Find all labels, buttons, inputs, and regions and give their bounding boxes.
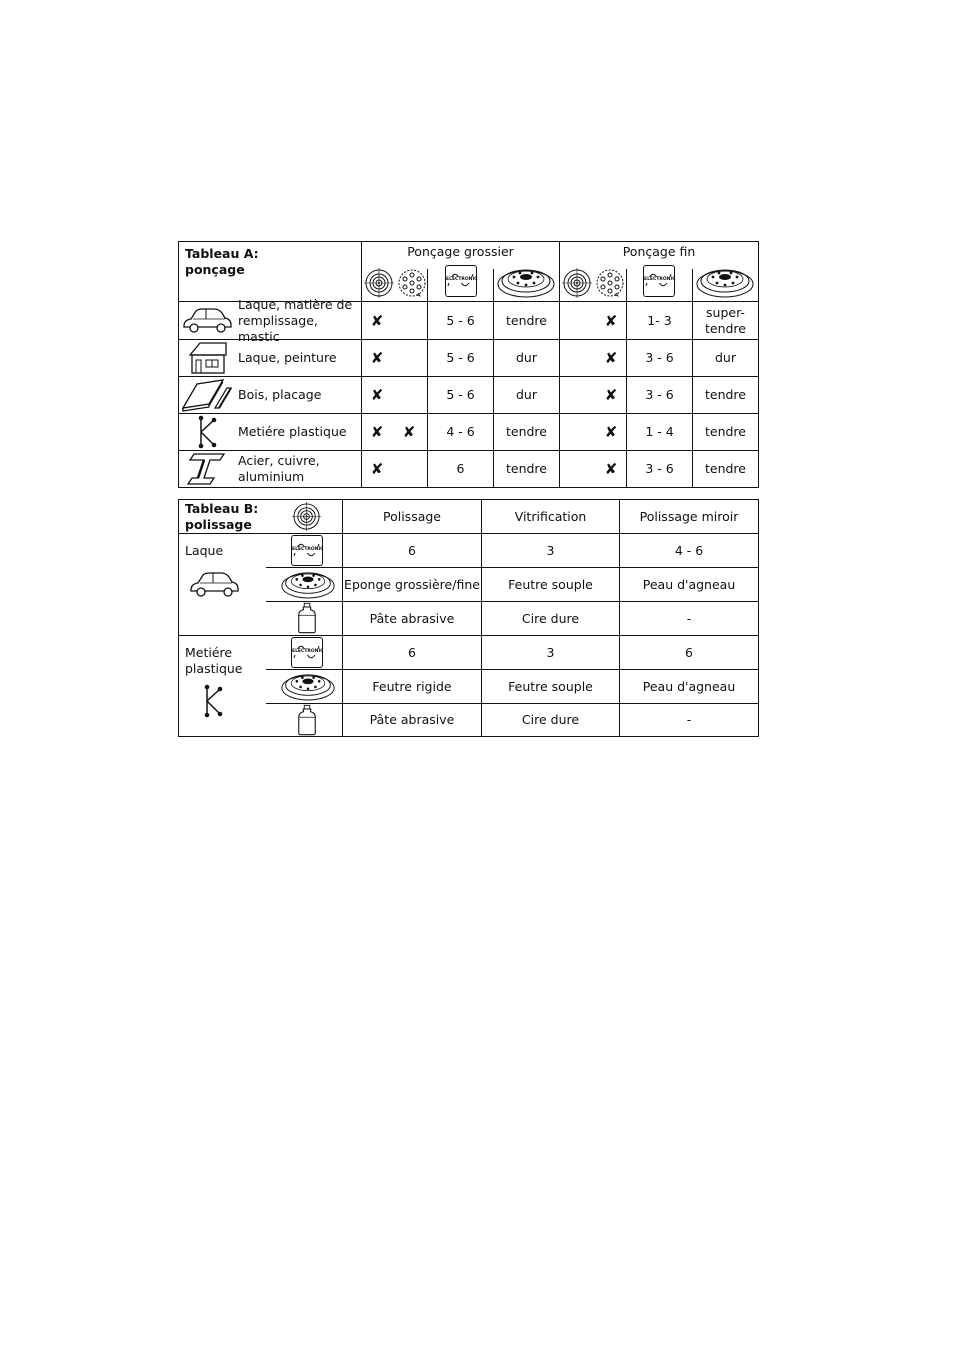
polishing-pad-icon xyxy=(280,670,336,702)
material-label: Laque, matière de remplissage, mastic xyxy=(238,296,353,344)
electronic-label: ELECTRONIC xyxy=(292,649,324,654)
paste-value: Cire dure xyxy=(521,712,580,727)
speed-value: 3 - 6 xyxy=(645,350,674,365)
table-a-title xyxy=(185,246,259,278)
perforated-pad-icon xyxy=(595,268,625,298)
speed-value: 5 - 6 xyxy=(446,387,475,402)
paste-value: Pâte abrasive xyxy=(369,712,455,727)
house-icon xyxy=(188,341,228,375)
pad-value: dur xyxy=(715,350,736,365)
cross-mark: ✘ xyxy=(604,460,618,478)
paste-value: Cire dure xyxy=(521,610,580,626)
cross-mark xyxy=(398,302,420,339)
electronic-wave-icon xyxy=(643,265,675,297)
orbit-target-icon xyxy=(562,268,592,298)
group-coarse-header: Ponçage grossier xyxy=(407,244,514,259)
speed-value: 5 - 6 xyxy=(446,350,475,365)
table-b-title-line2: polissage xyxy=(185,517,252,532)
pad-value: Peau d'agneau xyxy=(642,678,736,694)
electronic-wave-icon xyxy=(291,637,323,668)
speed-value: 5 - 6 xyxy=(446,312,475,328)
plastic-molecule-icon xyxy=(202,684,228,718)
paste-value: - xyxy=(686,712,692,727)
cross-mark: ✘ xyxy=(604,311,618,330)
sanding-pad-icon xyxy=(695,265,755,299)
steel-beam-icon xyxy=(186,452,226,486)
material-label: Acier, cuivre, aluminium xyxy=(238,453,320,484)
speed-value: 6 xyxy=(408,644,416,660)
cross-mark: ✘ xyxy=(604,349,618,367)
cross-mark: ✘ xyxy=(604,386,618,404)
table-a-title-line1: Tableau A: xyxy=(185,246,259,261)
polishing-pad-icon xyxy=(280,568,336,600)
speed-value: 6 xyxy=(408,542,416,558)
speed-value: 3 - 6 xyxy=(645,461,674,476)
orbit-target-icon xyxy=(364,268,394,298)
cross-mark: ✘ xyxy=(402,423,416,441)
pad-value: tendre xyxy=(505,461,547,476)
electronic-wave-icon xyxy=(445,265,477,297)
perforated-pad-icon xyxy=(397,268,427,298)
col-mirror-header: Polissage miroir xyxy=(639,508,739,524)
group-fine-header: Ponçage fin xyxy=(622,244,696,259)
speed-value: 4 - 6 xyxy=(674,542,704,558)
speed-value: 3 - 6 xyxy=(645,387,674,402)
pad-value: dur xyxy=(516,387,537,402)
table-b-title xyxy=(185,501,258,533)
cross-mark: ✘ xyxy=(370,386,384,404)
speed-value: 3 xyxy=(546,644,555,660)
material-label: Laque, peinture xyxy=(238,350,337,365)
plastic-molecule-icon xyxy=(196,415,222,449)
material-label: Bois, placage xyxy=(238,387,322,402)
speed-value: 6 xyxy=(685,644,693,660)
speed-value: 4 - 6 xyxy=(446,424,475,439)
speed-value: 6 xyxy=(456,461,465,476)
cross-mark: ✘ xyxy=(370,349,384,367)
car-icon xyxy=(181,306,233,334)
col-vitrif-header: Vitrification xyxy=(514,508,587,524)
group-label: Laque xyxy=(185,543,224,558)
pad-value: tendre xyxy=(704,424,746,439)
electronic-label: ELECTRONIC xyxy=(292,547,324,552)
pad-value: tendre xyxy=(704,387,746,402)
pad-value: tendre xyxy=(704,461,746,476)
speed-value: 1- 3 xyxy=(647,312,672,328)
pad-value: dur xyxy=(516,350,537,365)
orbit-target-icon xyxy=(292,502,321,531)
cross-mark: ✘ xyxy=(370,460,384,478)
paste-value: - xyxy=(686,610,692,626)
electronic-label: ELECTRONIC xyxy=(446,277,478,282)
electronic-label: ELECTRONIC xyxy=(644,277,676,282)
electronic-wave-icon xyxy=(291,535,323,566)
table-a-title-line2: ponçage xyxy=(185,262,245,277)
table-b-title-line1: Tableau B: xyxy=(185,501,259,516)
pad-value: Feutre rigide xyxy=(372,678,452,694)
pad-value: super- tendre xyxy=(704,304,746,336)
pad-value: tendre xyxy=(505,312,547,328)
pad-value: Eponge grossière/fine xyxy=(344,576,480,592)
pad-value: Feutre souple xyxy=(508,576,593,592)
speed-value: 1 - 4 xyxy=(645,424,674,439)
sanding-pad-icon xyxy=(496,265,556,299)
paste-bottle-icon xyxy=(296,704,318,736)
paste-bottle-icon xyxy=(296,602,318,634)
speed-value: 3 xyxy=(546,542,555,558)
paste-value: Pâte abrasive xyxy=(369,610,455,626)
pad-value: Peau d'agneau xyxy=(642,576,736,592)
cross-mark: ✘ xyxy=(370,423,384,441)
pad-value: tendre xyxy=(505,424,547,439)
cross-mark: ✘ xyxy=(604,423,618,441)
wood-planks-icon xyxy=(181,378,233,412)
material-label: Metiére plastique xyxy=(238,424,347,439)
col-polish-header: Polissage xyxy=(383,508,441,524)
car-icon xyxy=(188,570,240,598)
cross-mark: ✘ xyxy=(370,311,384,330)
pad-value: Feutre souple xyxy=(508,678,593,694)
group-label: Metiére plastique xyxy=(185,645,243,676)
